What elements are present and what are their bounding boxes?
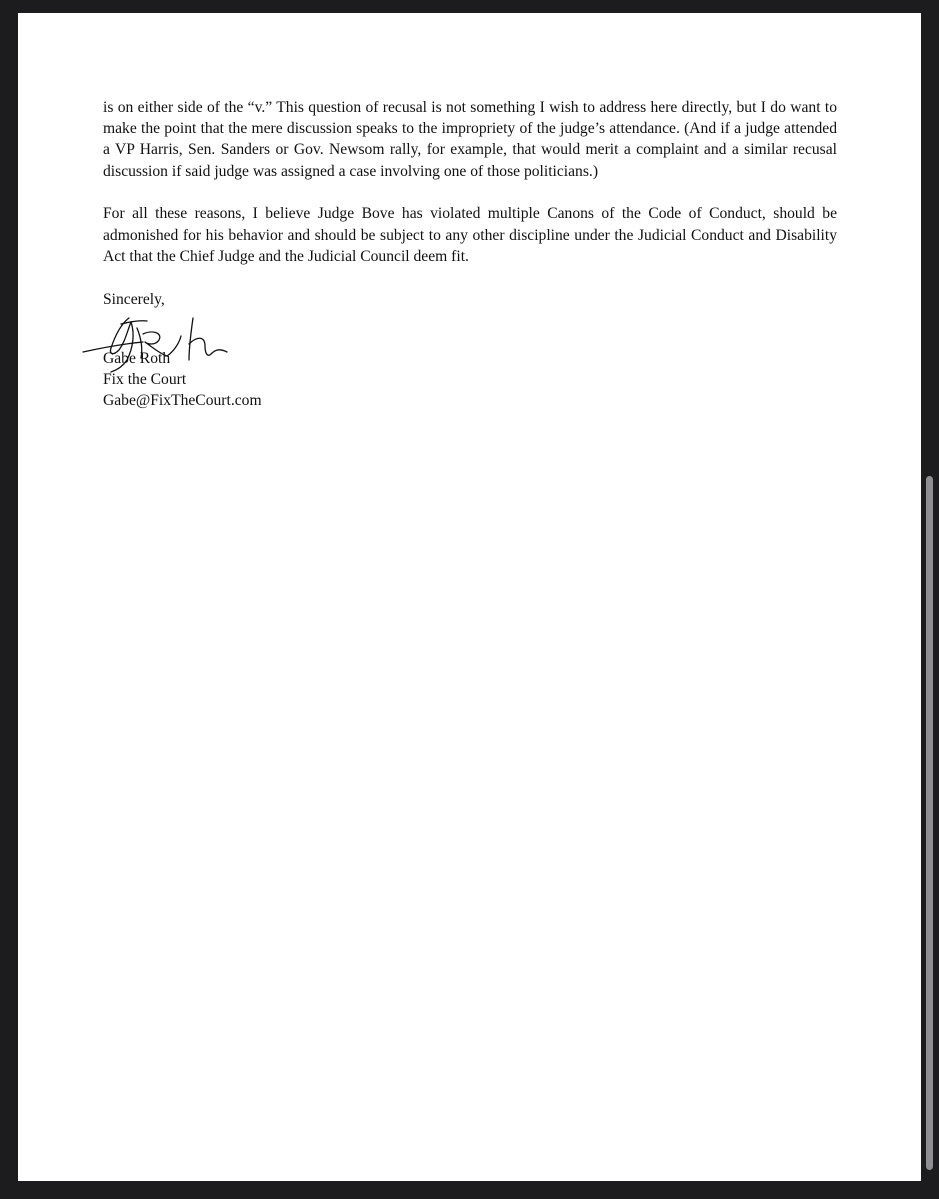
- signature-block: [103, 348, 837, 412]
- closing-salutation: Sincerely,: [103, 290, 165, 308]
- signer-email: Gabe@FixTheCourt.com: [103, 392, 262, 410]
- scrollbar-thumb[interactable]: [926, 476, 933, 1170]
- paragraph-conclusion: For all these reasons, I believe Judge Bove has violated multiple Canons of the Code of Conduct, should be admonished for his behavior and should be subject to any other discipline under the Judicial Conduct and Disability Act that the Chief Judge and the Judicial Council deem fit.: [103, 205, 837, 265]
- letter-body: [103, 97, 837, 411]
- signer-name: Gabe Roth: [103, 349, 171, 367]
- document-page: [18, 13, 921, 1181]
- paragraph-recusal: is on either side of the “v.” This question of recusal is not something I wish to address here directly, but I do want to make the point that the mere discussion speaks to the impropriety of the judge’s attendance. (And if a judge attended a VP Harris, Sen. Sanders or Gov. Newsom rally, for example, that would merit a complaint and a similar recusal discussion if said judge was assigned a case involving one of those politicians.): [103, 99, 837, 180]
- signer-organization: Fix the Court: [103, 371, 187, 389]
